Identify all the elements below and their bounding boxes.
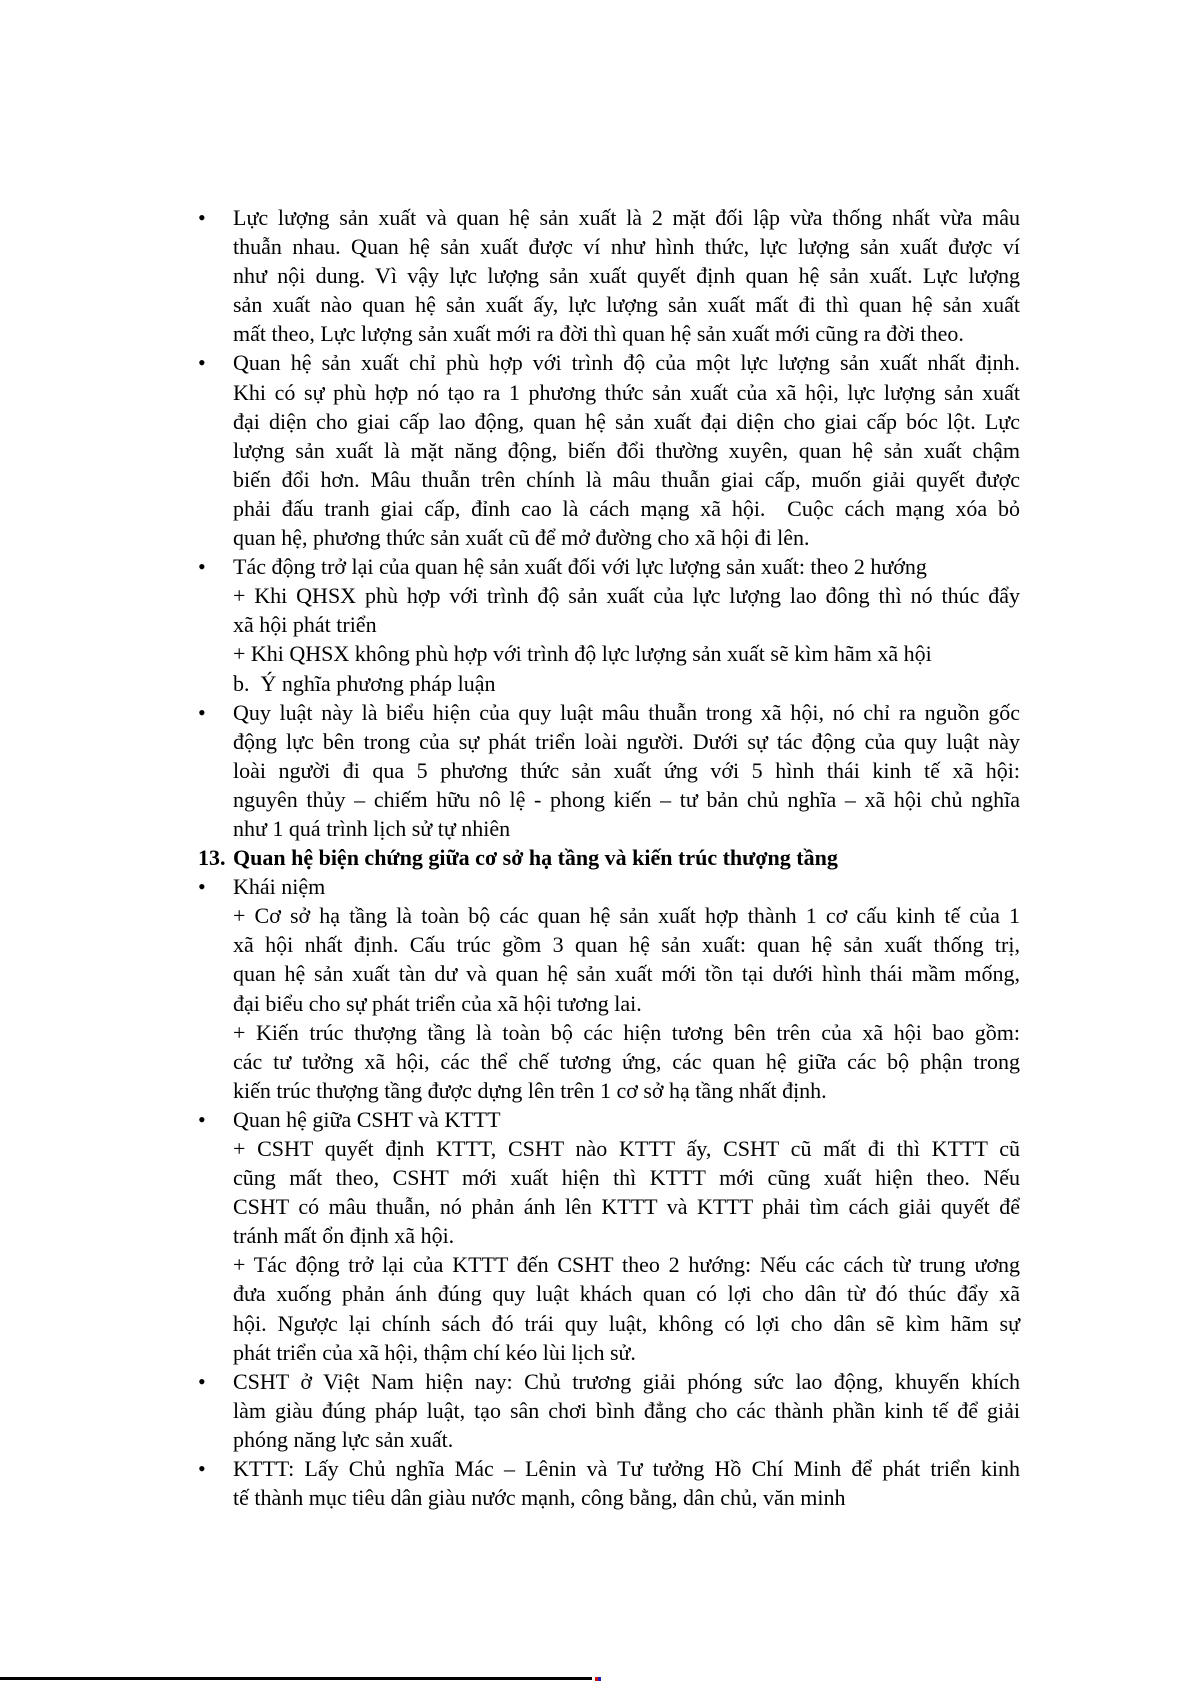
bullet-marker-icon: • (198, 205, 206, 230)
text-line: + Khi QHSX phù hợp với trình độ sản xuất của lực lượng lao đông thì nó thúc đẩy (233, 583, 1020, 609)
item-text (233, 203, 1020, 348)
bullet-marker-icon: • (198, 874, 206, 900)
text-line: + Khi QHSX không phù hợp với trình độ lực lượng sản xuất sẽ kìm hãm xã hội (233, 641, 932, 667)
text-line: loài người đi qua 5 phương thức sản xuất ứng với 5 hình thái kinh tế xã hội: (233, 757, 1020, 783)
text-line: Quan hệ biện chứng giữa cơ sở hạ tầng và kiến trúc thượng tầng (233, 845, 838, 871)
text-line: tế thành mục tiêu dân giàu nước mạnh, công bằng, dân chủ, văn minh (233, 1485, 846, 1511)
text-line: làm giàu đúng pháp luật, tạo sân chơi bình đẳng cho các thành phần kinh tế để giải (233, 1397, 1020, 1423)
text-line: như nội dung. Vì vậy lực lượng sản xuất quyết định quan hệ sản xuất. Lực lượng (233, 263, 1020, 289)
text-line: + Tác động trở lại của KTTT đến CSHT theo 2 hướng: Nếu các cách từ trung ương (233, 1252, 1020, 1278)
text-line: Khái niệm (233, 874, 326, 900)
text-line: quan hệ sản xuất tàn dư và quan hệ sản xuất mới tồn tại dưới hình thái mầm mống, (233, 961, 1020, 987)
text-line: phát triển của xã hội, thậm chí kéo lùi lịch sử. (233, 1339, 636, 1365)
text-line: nguyên thủy – chiếm hữu nô lệ - phong kiến – tư bản chủ nghĩa – xã hội chủ nghĩa (233, 786, 1020, 812)
bullet-item (198, 872, 1022, 1105)
text-line: kiến trúc thượng tầng được dựng lên trên 1 cơ sở hạ tầng nhất định. (233, 1077, 827, 1103)
text-line: xã hội phát triển (233, 612, 377, 638)
bullet-item (198, 348, 1022, 552)
text-line: Quan hệ sản xuất chỉ phù hợp với trình độ của một lực lượng sản xuất nhất định. (233, 350, 1020, 376)
bullet-marker-icon: • (198, 350, 206, 376)
text-line: hội. Ngược lại chính sách đó trái quy luật, không có lợi cho dân sẽ kìm hãm sự (233, 1310, 1020, 1336)
text-line: cũng mất theo, CSHT mới xuất hiện thì KTTT mới cũng xuất hiện theo. Nếu (233, 1165, 1020, 1191)
text-line: Lực lượng sản xuất và quan hệ sản xuất là 2 mặt đối lập vừa thống nhất vừa mâu (233, 205, 1020, 230)
text-line: Khi có sự phù hợp nó tạo ra 1 phương thức sản xuất của xã hội, lực lượng sản xuất (233, 379, 1020, 405)
text-line: đưa xuống phản ánh đúng quy luật khách quan có lợi cho dân từ đó thúc đẩy xã (233, 1281, 1020, 1307)
item-text (233, 1367, 1020, 1454)
bullet-item (198, 1454, 1022, 1512)
text-line: Tác động trở lại của quan hệ sản xuất đối với lực lượng sản xuất: theo 2 hướng (233, 554, 927, 580)
text-line: CSHT có mâu thuẫn, nó phản ánh lên KTTT và KTTT phải tìm cách giải quyết để (233, 1194, 1020, 1220)
text-line: xã hội nhất định. Cấu trúc gồm 3 quan hệ sản xuất: quan hệ sản xuất thống trị, (233, 932, 1020, 958)
text-line: + CSHT quyết định KTTT, CSHT nào KTTT ấy, CSHT cũ mất đi thì KTTT cũ (233, 1136, 1020, 1161)
text-line: lượng sản xuất là mặt năng động, biến đổi thường xuyên, quan hệ sản xuất chậm (233, 437, 1020, 463)
text-line: biến đổi hơn. Mâu thuẫn trên chính là mâu thuẫn giai cấp, muốn giải quyết được (233, 466, 1020, 492)
text-line: mất theo, Lực lượng sản xuất mới ra đời thì quan hệ sản xuất mới cũng ra đời theo. (233, 321, 964, 347)
bullet-marker-icon: • (198, 699, 206, 725)
bullet-item (198, 203, 1022, 348)
text-line: thuẫn nhau. Quan hệ sản xuất được ví như hình thức, lực lượng sản xuất được ví (233, 234, 1020, 260)
bullet-marker-icon: • (198, 1106, 206, 1132)
bullet-marker-icon: • (198, 1368, 206, 1394)
bullet-item (198, 698, 1022, 843)
item-text (233, 552, 1020, 697)
item-text (233, 872, 1020, 1105)
bullet-marker-icon: • (198, 1456, 206, 1482)
bullet-item (198, 552, 1022, 697)
text-line: Quan hệ giữa CSHT và KTTT (233, 1106, 501, 1132)
text-line: như 1 quá trình lịch sử tự nhiên (233, 815, 511, 841)
heading-text (233, 843, 1020, 872)
text-line: Quy luật này là biểu hiện của quy luật mâu thuẫn trong xã hội, nó chỉ ra nguồn gốc (233, 699, 1020, 725)
document-body (198, 203, 1022, 1512)
item-number: 13. (198, 845, 226, 871)
item-text (233, 698, 1020, 843)
text-line: CSHT ở Việt Nam hiện nay: Chủ trương giải phóng sức lao động, khuyến khích (233, 1368, 1020, 1394)
item-text (233, 1105, 1020, 1367)
item-text (233, 348, 1020, 552)
text-line: các tư tưởng xã hội, các thể chế tương ứng, các quan hệ giữa các bộ phận trong (233, 1048, 1020, 1074)
bullet-item (198, 1367, 1022, 1454)
text-line: đại diện cho giai cấp lao động, quan hệ sản xuất đại diện cho giai cấp bóc lột. Lực (233, 408, 1020, 434)
text-line: + Kiến trúc thượng tầng là toàn bộ các hiện tương bên trên của xã hội bao gồm: (233, 1019, 1020, 1045)
text-line: phải đấu tranh giai cấp, đỉnh cao là cách mạng xã hội. Cuộc cách mạng xóa bỏ (233, 495, 1020, 521)
text-line: KTTT: Lấy Chủ nghĩa Mác – Lênin và Tư tưởng Hồ Chí Minh để phát triển kinh (233, 1456, 1020, 1482)
text-line: + Cơ sở hạ tầng là toàn bộ các quan hệ sản xuất hợp thành 1 cơ cấu kinh tế của 1 (233, 903, 1020, 929)
bullet-marker-icon: • (198, 554, 206, 580)
text-line: b. Ý nghĩa phương pháp luận (233, 670, 496, 696)
text-line: phóng năng lực sản xuất. (233, 1426, 454, 1452)
bullet-item (198, 1105, 1022, 1367)
text-line: tránh mất ổn định xã hội. (233, 1223, 455, 1249)
numbered-heading-item (198, 843, 1022, 872)
text-line: sản xuất nào quan hệ sản xuất ấy, lực lượng sản xuất mất đi thì quan hệ sản xuất (233, 292, 1020, 318)
text-line: đại biểu cho sự phát triển của xã hội tương lai. (233, 990, 642, 1016)
page-bottom-rule (0, 1677, 592, 1680)
text-line: quan hệ, phương thức sản xuất cũ để mở đường cho xã hội đi lên. (233, 525, 810, 551)
artifact-dot-blue (598, 1677, 601, 1681)
item-text (233, 1454, 1020, 1512)
text-line: động lực bên trong của sự phát triển loài người. Dưới sự tác động của quy luật này (233, 728, 1020, 754)
